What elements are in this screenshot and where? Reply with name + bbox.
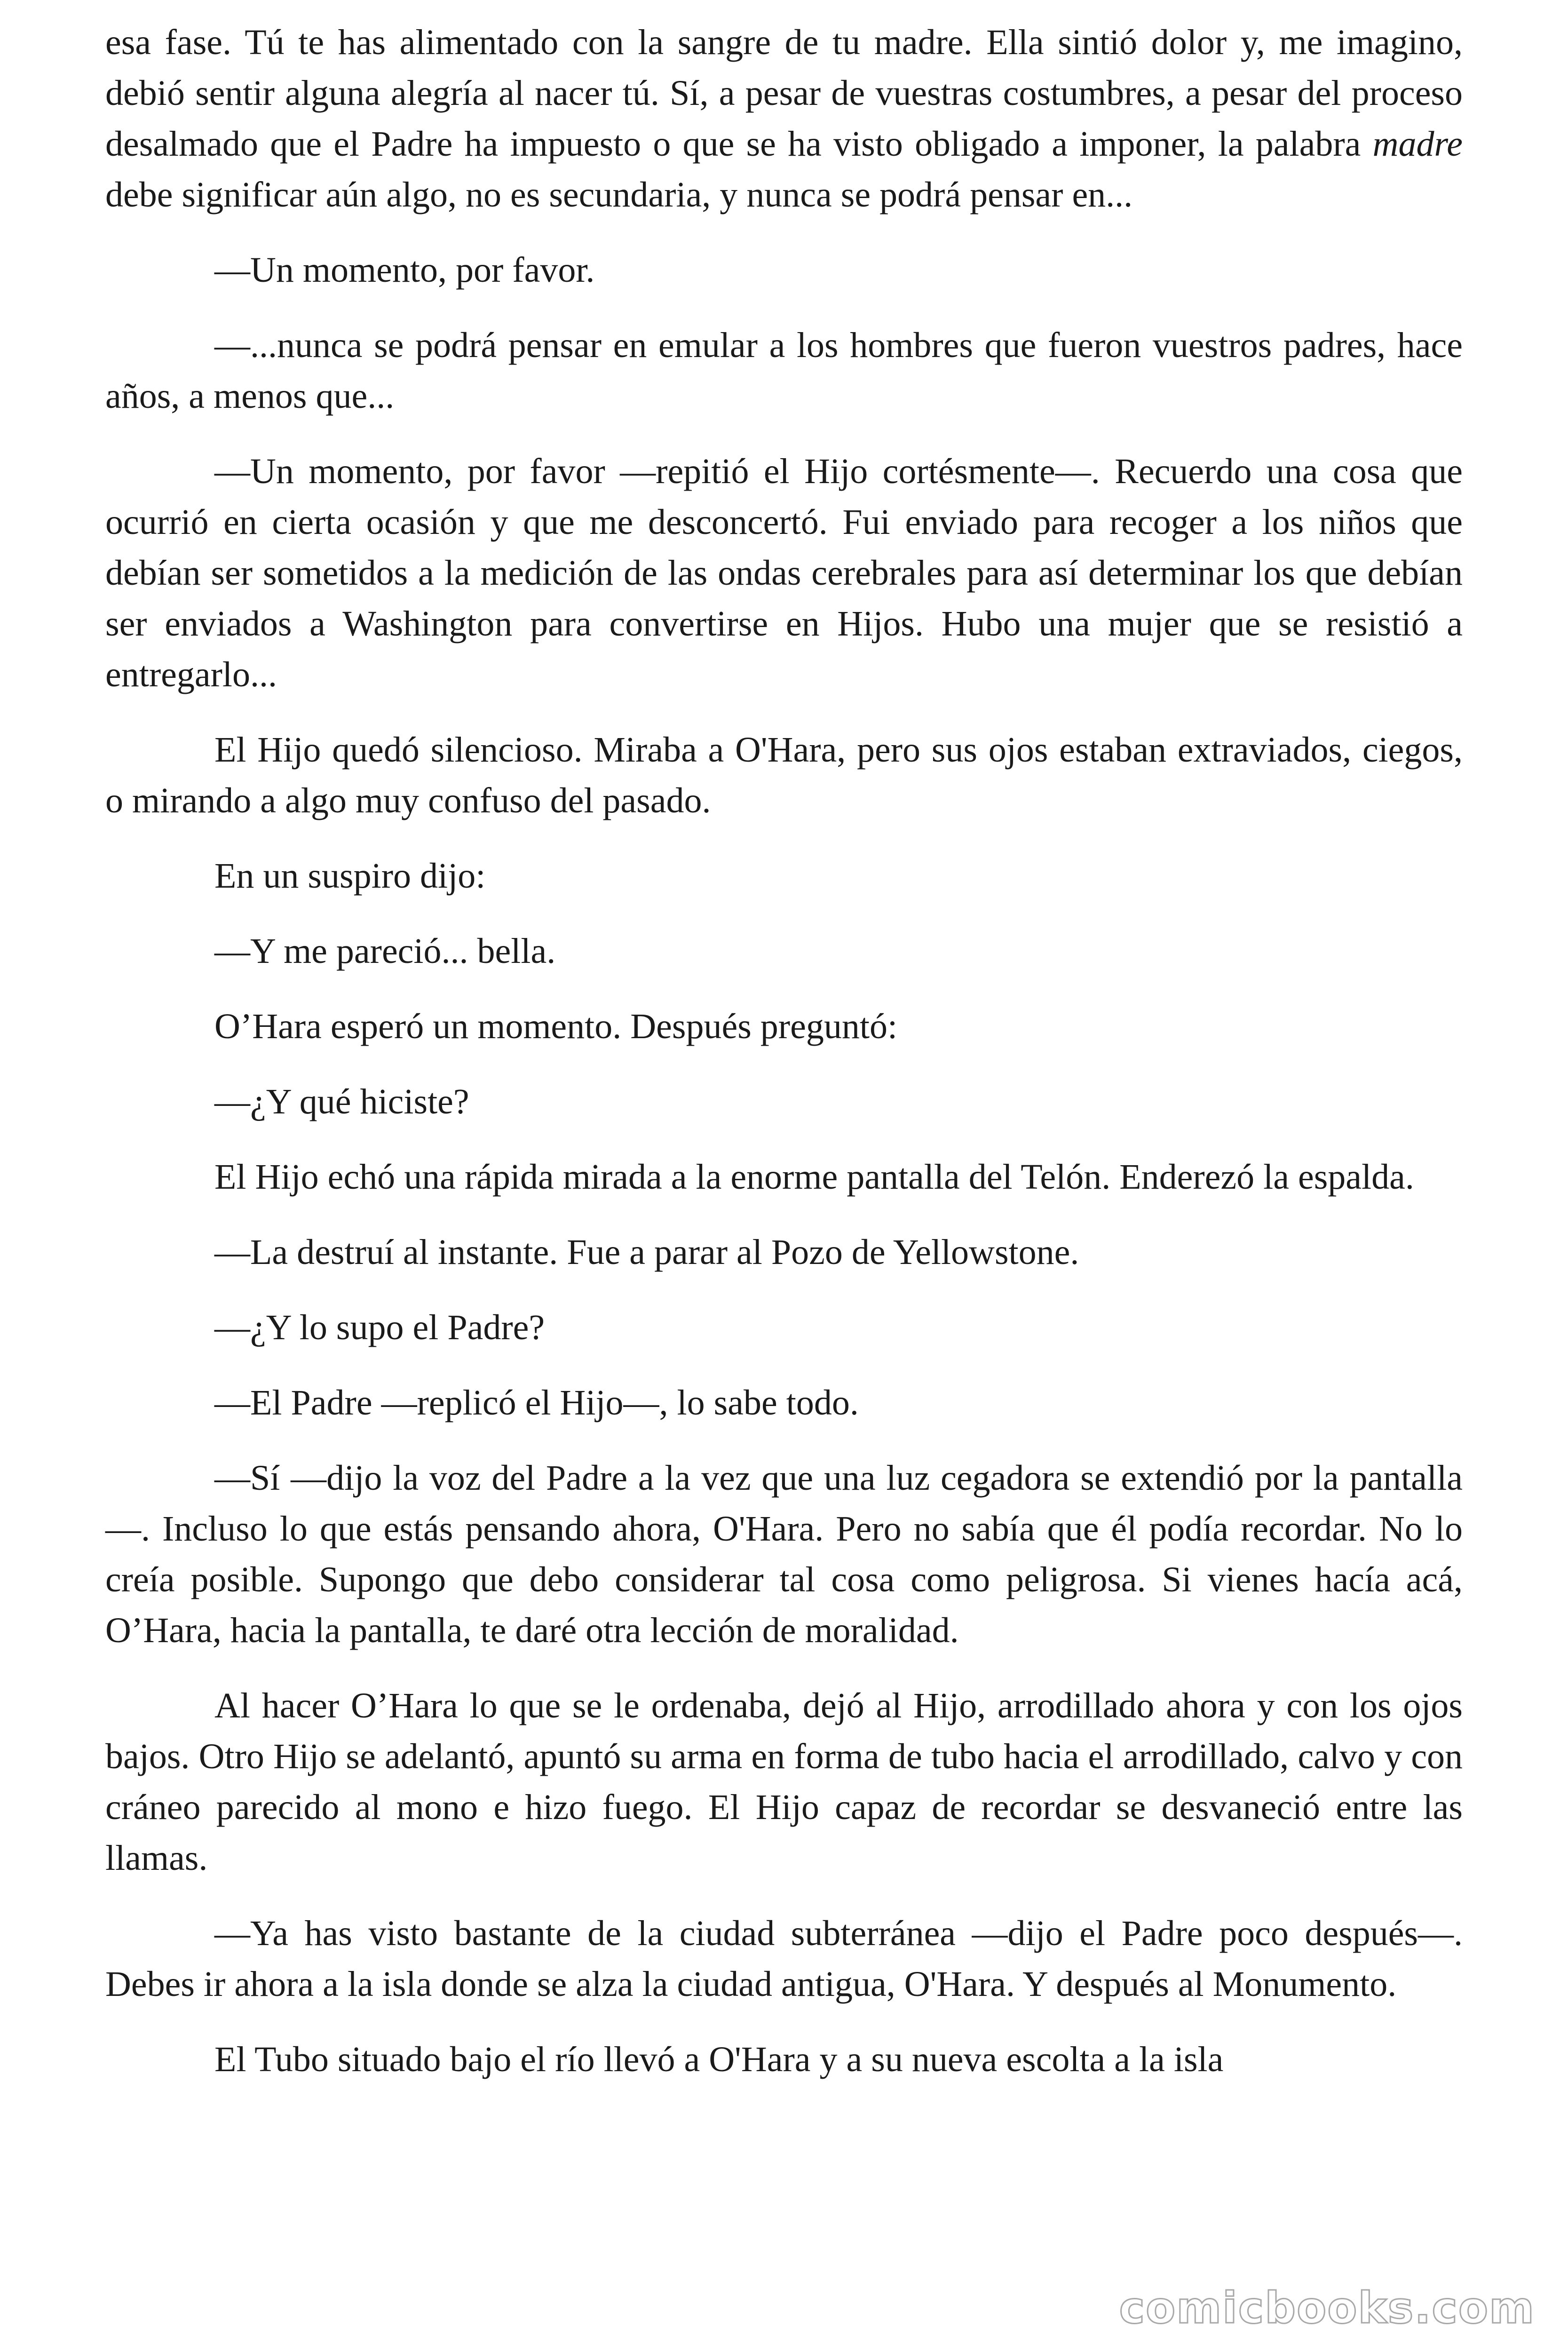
paragraph-text: —El Padre —replicó el Hijo—, lo sabe todo. (214, 1383, 859, 1422)
paragraph (105, 320, 1463, 421)
paragraph-text: O’Hara esperó un momento. Después preguntó: (214, 1007, 898, 1046)
paragraph-text: Al hacer O’Hara lo que se le ordenaba, dejó al Hijo, arrodillado ahora y con los ojos bajos. Otro Hijo se adelantó, apuntó su arma en forma de tubo hacia el arrodillado, calvo y con cráneo parecido al mono e hizo fuego. El Hijo capaz de recordar se desvaneció entre las llamas. (105, 1686, 1463, 1878)
paragraph-text: El Tubo situado bajo el río llevó a O'Hara y a su nueva escolta a la isla (214, 2040, 1224, 2079)
italic-text: madre (1372, 124, 1463, 164)
paragraph (105, 1152, 1463, 1202)
paragraph-text: —Un momento, por favor. (214, 250, 595, 290)
paragraph-text: En un suspiro dijo: (214, 856, 486, 896)
paragraph (105, 1680, 1463, 1883)
paragraph (105, 1453, 1463, 1656)
paragraph (105, 850, 1463, 901)
paragraph-text: El Hijo echó una rápida mirada a la enorme pantalla del Telón. Enderezó la espalda. (214, 1157, 1414, 1197)
paragraph-text: —Sí —dijo la voz del Padre a la vez que una luz cegadora se extendió por la pantalla—. Incluso lo que estás pensando ahora, O'Hara. Pero no sabía que él podía recordar. No lo creía posible. Supongo que debo considerar tal cosa como peligrosa. Si vienes hacía acá, O’Hara, hacia la pantalla, te daré otra lección de moralidad. (105, 1458, 1463, 1650)
paragraph-text: —La destruí al instante. Fue a parar al Pozo de Yellowstone. (214, 1232, 1079, 1272)
paragraph-text: El Hijo quedó silencioso. Miraba a O'Hara, pero sus ojos estaban extraviados, ciegos, o mirando a algo muy confuso del pasado. (105, 730, 1463, 820)
paragraph (105, 17, 1463, 220)
paragraph (105, 1302, 1463, 1353)
paragraph (105, 1227, 1463, 1278)
paragraph-text: debe significar aún algo, no es secundaria, y nunca se podrá pensar en... (105, 175, 1133, 215)
paragraph-text: esa fase. Tú te has alimentado con la sangre de tu madre. Ella sintió dolor y, me imagino, debió sentir alguna alegría al nacer tú. Sí, a pesar de vuestras costumbres, a pesar del proceso desalmado que el Padre ha impuesto o que se ha visto obligado a imponer, la palabra (105, 23, 1463, 164)
paragraph-text: —¿Y lo supo el Padre? (214, 1308, 545, 1347)
paragraph-text: —Un momento, por favor —repitió el Hijo cortésmente—. Recuerdo una cosa que ocurrió en cierta ocasión y que me desconcertó. Fui enviado para recoger a los niños que debían ser sometidos a la medición de las ondas cerebrales para así determinar los que debían ser enviados a Washington para convertirse en Hijos. Hubo una mujer que se resistió a entregarlo... (105, 452, 1463, 694)
page-text (105, 17, 1463, 2109)
paragraph (105, 724, 1463, 826)
paragraph (105, 446, 1463, 700)
paragraph-text: —¿Y qué hiciste? (214, 1082, 469, 1121)
watermark: comicbooks.com (1119, 2283, 1535, 2333)
paragraph (105, 245, 1463, 295)
paragraph (105, 2034, 1463, 2085)
paragraph-text: —Y me pareció... bella. (214, 931, 556, 971)
paragraph-text: —Ya has visto bastante de la ciudad subterránea —dijo el Padre poco después—. Debes ir ahora a la isla donde se alza la ciudad antigua, O'Hara. Y después al Monumento. (105, 1914, 1463, 2004)
paragraph (105, 1377, 1463, 1428)
paragraph-text: —...nunca se podrá pensar en emular a los hombres que fueron vuestros padres, hace años, a menos que... (105, 326, 1463, 416)
paragraph (105, 1076, 1463, 1127)
paragraph (105, 1001, 1463, 1052)
paragraph (105, 926, 1463, 977)
paragraph (105, 1908, 1463, 2010)
